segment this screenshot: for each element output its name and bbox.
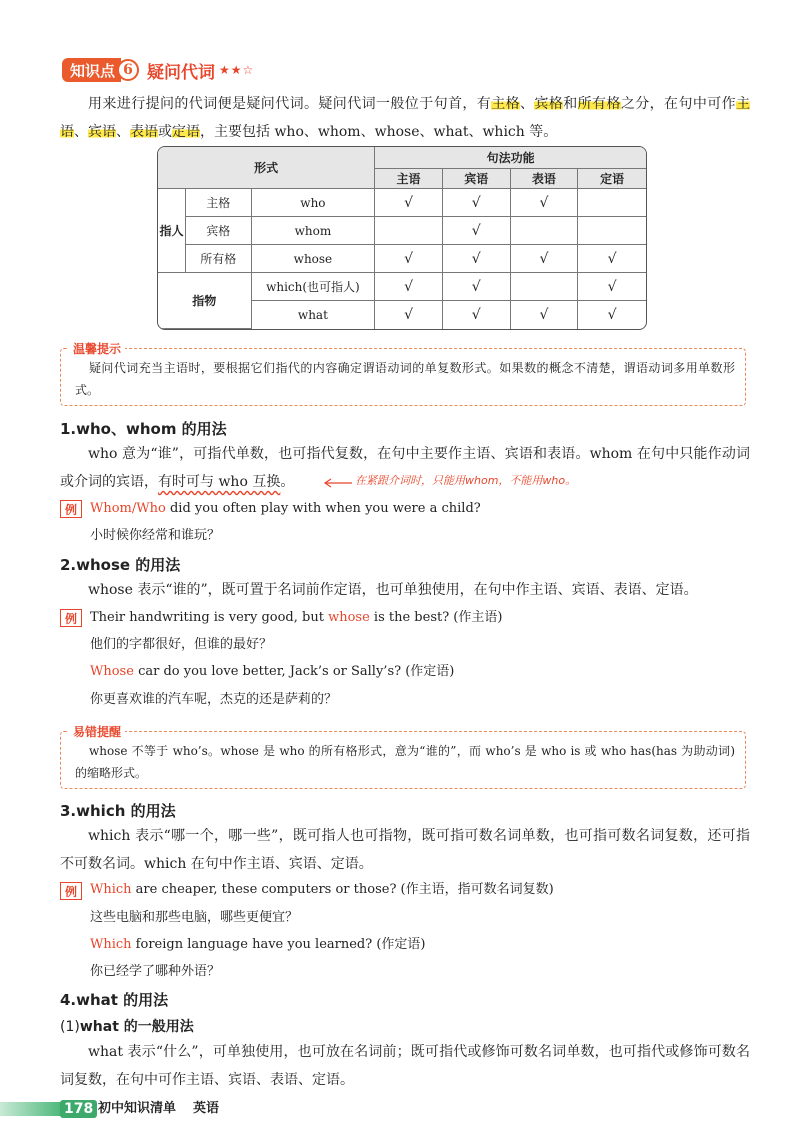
syntax-function-table bbox=[157, 146, 647, 330]
case-cell: 宾格 bbox=[186, 217, 252, 245]
word-cell: what bbox=[252, 301, 376, 329]
word-cell: which(也可指人) bbox=[252, 273, 376, 301]
example-sentence: Whose car do you love better, Jack’s or Sally’s? (作定语) bbox=[90, 664, 455, 679]
example-translation: 小时候你经常和谁玩？ bbox=[90, 528, 221, 543]
difficulty-stars-icon: ★★☆ bbox=[219, 63, 255, 77]
intro-paragraph: 用来进行提问的代词便是疑问代词。疑问代词一般位于句首，有主格、宾格和所有格之分，在句中可作主语、宾语、表语或定语，主要包括 who、whom、whose、what、which 等。 bbox=[60, 96, 751, 140]
handwritten-note: 在紧跟介词时，只能用whom，不能用who。 bbox=[355, 474, 577, 487]
check-cell: √ bbox=[607, 307, 617, 323]
section1-paragraph: who 意为“谁”，可指代单数，也可指代复数，在句中主要作主语、宾语和表语。whom 在句中只能作动词或介词的宾语，有时可与 who 互换。 bbox=[60, 446, 750, 490]
page-number: 178 bbox=[60, 1100, 97, 1118]
table-row bbox=[158, 245, 646, 273]
book-title: 初中知识清单 bbox=[98, 1101, 177, 1116]
check-cell: √ bbox=[511, 245, 579, 273]
section-header bbox=[62, 56, 254, 84]
example-sentence: Which are cheaper, these computers or those? (作主语，指可数名词复数) bbox=[90, 882, 554, 897]
check-cell: √ bbox=[375, 245, 443, 273]
example-sentence: Whom/Who did you often play with when you were a child? bbox=[90, 501, 481, 516]
arrow-icon bbox=[322, 478, 354, 488]
word-cell: whom bbox=[252, 217, 376, 245]
col-subject: 主语 bbox=[375, 169, 443, 189]
subject-label: 英语 bbox=[193, 1101, 220, 1116]
col-attributive: 定语 bbox=[578, 169, 646, 189]
tip-label: 温馨提示 bbox=[69, 340, 125, 357]
example-label: 例 bbox=[60, 500, 82, 518]
section-heading-who-whom: 1.who、whom 的用法 bbox=[60, 420, 227, 438]
col-predicative: 表语 bbox=[511, 169, 579, 189]
example-sentence: Which foreign language have you learned? (作定语) bbox=[90, 937, 426, 952]
word-cell: whose bbox=[252, 245, 376, 273]
section-heading-which: 3.which 的用法 bbox=[60, 802, 176, 820]
col-object: 宾语 bbox=[443, 169, 511, 189]
check-cell: √ bbox=[443, 301, 511, 329]
check-cell: √ bbox=[375, 273, 443, 301]
knowledge-point-tag: 知识点 bbox=[62, 58, 121, 82]
check-cell bbox=[511, 273, 579, 301]
check-cell: √ bbox=[443, 245, 511, 273]
section2-paragraph: whose 表示“谁的”，既可置于名词前作定语，也可单独使用，在句中作主语、宾语、表语、定语。 bbox=[88, 582, 698, 598]
example-translation: 你更喜欢谁的汽车呢，杰克的还是萨莉的？ bbox=[90, 692, 338, 707]
check-cell: √ bbox=[511, 301, 579, 329]
check-cell bbox=[578, 217, 646, 245]
table-header-form: 形式 bbox=[158, 147, 375, 189]
check-cell: √ bbox=[443, 217, 511, 245]
tip-box-warm bbox=[60, 342, 746, 406]
example-translation: 这些电脑和那些电脑，哪些更便宜？ bbox=[90, 910, 299, 925]
group-person: 指人 bbox=[158, 189, 186, 273]
check-cell bbox=[511, 217, 579, 245]
check-cell: √ bbox=[375, 189, 443, 217]
case-cell: 所有格 bbox=[186, 245, 252, 273]
table-row bbox=[158, 273, 646, 301]
tip-text: whose 不等于 who’s。whose 是 who 的所有格形式，意为“谁的”，而 who’s 是 who is 或 who has(has 为助动词)的缩略形式。 bbox=[75, 744, 735, 780]
check-cell bbox=[375, 217, 443, 245]
wavy-underline-note: 有时可与 who 互换 bbox=[158, 474, 281, 490]
check-cell bbox=[578, 189, 646, 217]
check-cell: √ bbox=[578, 245, 646, 273]
section4-paragraph: what 表示“什么”，可单独使用，也可放在名词前；既可指代或修饰可数名词单数，也可指代或修饰可数名词复数，在句中可作主语、宾语、表语、定语。 bbox=[60, 1044, 750, 1088]
example-translation: 他们的字都很好，但谁的最好？ bbox=[90, 637, 273, 652]
check-cell: √ bbox=[443, 189, 511, 217]
table-row bbox=[158, 217, 646, 245]
topic-title: 疑问代词 bbox=[147, 62, 216, 83]
example-label: 例 bbox=[60, 882, 82, 900]
subsection-heading: (1)what 的一般用法 bbox=[60, 1019, 194, 1035]
tip-text: 疑问代词充当主语时，要根据它们指代的内容确定谓语动词的单复数形式。如果数的概念不清楚，谓语动词多用单数形式。 bbox=[75, 361, 735, 397]
case-cell: 主格 bbox=[186, 189, 252, 217]
check-cell: √ bbox=[443, 273, 511, 301]
group-thing: 指物 bbox=[158, 273, 252, 329]
section3-paragraph: which 表示“哪一个，哪一些”，既可指人也可指物，既可指可数名词单数，也可指可数名词复数，还可指不可数名词。which 在句中作主语、宾语、定语。 bbox=[60, 828, 750, 872]
table-row bbox=[158, 189, 646, 217]
word-cell: who bbox=[252, 189, 376, 217]
example-translation: 你已经学了哪种外语？ bbox=[90, 964, 221, 979]
footer-bar bbox=[0, 1102, 62, 1116]
example-label: 例 bbox=[60, 609, 82, 627]
check-cell: √ bbox=[578, 273, 646, 301]
table-header-function: 句法功能 bbox=[375, 147, 646, 169]
knowledge-point-number: 6 bbox=[117, 59, 139, 81]
check-cell: √ bbox=[375, 301, 443, 329]
example-sentence: Their handwriting is very good, but whose is the best? (作主语) bbox=[90, 610, 503, 625]
tip-box-error bbox=[60, 725, 746, 789]
tip-label: 易错提醒 bbox=[69, 723, 125, 740]
section-heading-what: 4.what 的用法 bbox=[60, 991, 169, 1009]
check-cell: √ bbox=[511, 189, 579, 217]
section-heading-whose: 2.whose 的用法 bbox=[60, 556, 181, 574]
